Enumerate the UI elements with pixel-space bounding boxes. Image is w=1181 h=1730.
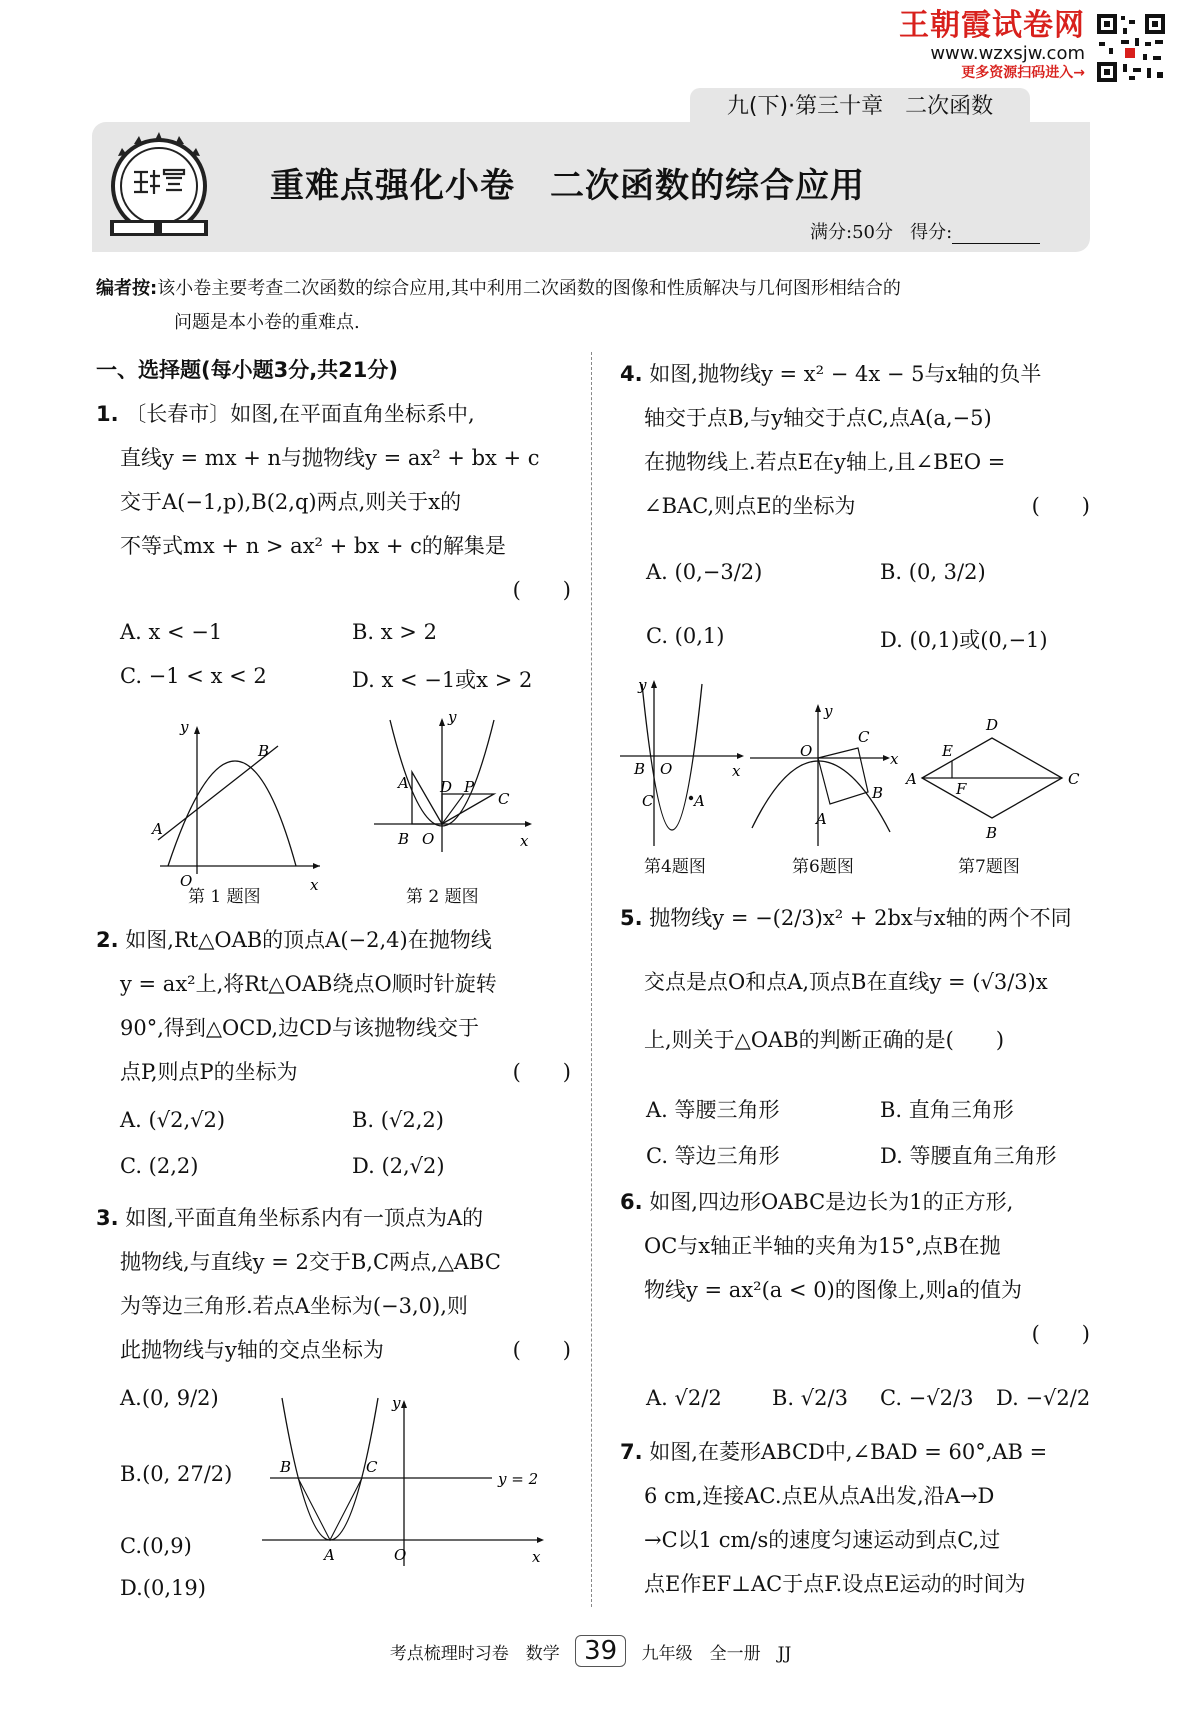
score-line — [810, 218, 1040, 244]
svg-text:C: C — [642, 792, 654, 810]
svg-text:B: B — [280, 1458, 292, 1476]
figure-6-caption: 第6题图 — [792, 857, 854, 877]
svg-text:P: P — [464, 778, 475, 796]
svg-text:y: y — [180, 718, 189, 736]
svg-text:y = 2: y = 2 — [498, 1470, 539, 1488]
question-5 — [620, 896, 1090, 1062]
svg-text:x: x — [310, 876, 319, 894]
q5-line2: 交点是点O和点A,顶点B在直线y = (√3/3)x — [644, 970, 1048, 994]
editor-note-line1: 该小卷主要考查二次函数的综合应用,其中利用二次函数的图像和性质解决与几何图形相结合的 — [157, 278, 901, 299]
q2-line: y = ax²上,将Rt△OAB绕点O顺时针旋转 — [120, 972, 497, 996]
editor-note-label: 编者按: — [96, 278, 158, 299]
svg-text:C: C — [858, 728, 870, 746]
q3-line-text: 此抛物线与y轴的交点坐标为 — [120, 1338, 384, 1362]
q3-line: 如图,平面直角坐标系内有一顶点为A的 — [125, 1206, 484, 1230]
q2-option-d[interactable]: D. (2,√2) — [352, 1154, 445, 1178]
q6-answer-paren[interactable]: ( ) — [1031, 1322, 1090, 1346]
q7-line: →C以1 cm/s的速度匀速运动到点C,过 — [644, 1528, 1001, 1552]
svg-text:A: A — [816, 810, 827, 828]
q2-line-text: 点P,则点P的坐标为 — [120, 1060, 298, 1084]
q4-line — [620, 484, 1090, 528]
full-score: 满分:50分 — [810, 222, 893, 243]
svg-text:y: y — [824, 702, 833, 720]
svg-text:B: B — [258, 742, 270, 760]
svg-text:C: C — [1068, 770, 1080, 788]
svg-text:D: D — [986, 716, 999, 734]
q5-option-a[interactable]: A. 等腰三角形 — [646, 1098, 780, 1122]
q6-line: 物线y = ax²(a < 0)的图像上,则a的值为 — [644, 1278, 1022, 1302]
svg-text:x: x — [532, 1548, 541, 1566]
figure-1 — [150, 716, 330, 894]
q1-line: 交于A(−1,p),B(2,q)两点,则关于x的 — [120, 490, 462, 514]
svg-text:F: F — [956, 780, 967, 798]
editor-note-line2: 问题是本小卷的重难点. — [174, 312, 360, 333]
q3-option-b[interactable]: B.(0, 27/2) — [120, 1462, 233, 1486]
svg-text:A: A — [152, 820, 163, 838]
q1-option-c[interactable]: C. −1 < x < 2 — [120, 664, 267, 688]
qr-code-icon[interactable] — [1095, 12, 1167, 84]
figure-2-caption: 第 2 题图 — [406, 887, 479, 907]
brand-block — [899, 8, 1085, 82]
question-6 — [620, 1180, 1090, 1356]
svg-text:E: E — [942, 742, 953, 760]
editor-note — [96, 272, 1086, 340]
q6-line: 如图,四边形OABC是边长为1的正方形, — [649, 1190, 1014, 1214]
q4-line-text: ∠BAC,则点E的坐标为 — [644, 494, 856, 518]
q1-line: 不等式mx + n > ax² + bx + c的解集是 — [120, 534, 506, 558]
q6-option-d[interactable]: D. −√2/2 — [996, 1386, 1091, 1410]
column-divider — [591, 352, 592, 1607]
figure-2 — [370, 708, 540, 872]
q7-number: 7. — [620, 1440, 643, 1464]
q3-option-d[interactable]: D.(0,19) — [120, 1576, 206, 1600]
svg-text:B: B — [634, 760, 646, 778]
question-1 — [96, 392, 571, 612]
q4-option-a[interactable]: A. (0,−3/2) — [646, 560, 763, 584]
q6-line: OC与x轴正半轴的夹角为15°,点B在抛 — [644, 1234, 1001, 1258]
q6-number: 6. — [620, 1190, 643, 1214]
q2-option-c[interactable]: C. (2,2) — [120, 1154, 199, 1178]
score-label: 得分: — [910, 222, 953, 243]
question-2 — [96, 918, 571, 1094]
q4-option-b[interactable]: B. (0, 3/2) — [880, 560, 986, 584]
svg-text:y: y — [448, 708, 457, 726]
q3-line: 抛物线,与直线y = 2交于B,C两点,△ABC — [120, 1250, 501, 1274]
svg-text:A: A — [906, 770, 917, 788]
q1-option-b[interactable]: B. x > 2 — [352, 620, 437, 644]
svg-text:A: A — [398, 774, 409, 792]
figure-3 — [262, 1390, 562, 1570]
q2-answer-paren[interactable]: ( ) — [512, 1060, 571, 1084]
svg-text:O: O — [800, 742, 813, 760]
chapter-tab: 九(下)·第三十章 二次函数 — [690, 88, 1030, 126]
q4-number: 4. — [620, 362, 643, 386]
figure-6 — [750, 700, 900, 850]
brand-cta: 更多资源扫码进入→ — [961, 65, 1085, 81]
score-blank[interactable] — [952, 225, 1040, 244]
q2-line — [96, 1050, 571, 1094]
svg-text:x: x — [520, 832, 529, 850]
svg-text:O: O — [394, 1546, 407, 1564]
figure-7 — [900, 712, 1090, 852]
q6-option-b[interactable]: B. √2/3 — [772, 1386, 848, 1410]
svg-text:O: O — [180, 872, 193, 890]
q5-option-c[interactable]: C. 等边三角形 — [646, 1144, 780, 1168]
q2-line: 90°,得到△OCD,边CD与该抛物线交于 — [120, 1016, 479, 1040]
footer-right: 九年级 全一册 JJ — [641, 1644, 792, 1664]
brand-name: 王朝霞试卷网 — [899, 8, 1085, 43]
svg-text:B: B — [986, 824, 998, 842]
footer-left: 考点梳理时习卷 数学 — [389, 1644, 560, 1664]
q3-answer-paren[interactable]: ( ) — [512, 1338, 571, 1362]
page-title: 重难点强化小卷 二次函数的综合应用 — [270, 166, 865, 206]
q6-option-c[interactable]: C. −√2/3 — [880, 1386, 974, 1410]
q6-option-a[interactable]: A. √2/2 — [646, 1386, 722, 1410]
svg-text:B: B — [398, 830, 410, 848]
q3-line: 为等边三角形.若点A坐标为(−3,0),则 — [120, 1294, 468, 1318]
svg-text:D: D — [440, 778, 453, 796]
q1-option-a[interactable]: A. x < −1 — [120, 620, 223, 644]
q4-line: 在抛物线上.若点E在y轴上,且∠BEO = — [644, 450, 1006, 474]
page-footer — [0, 1635, 1181, 1667]
q2-option-b[interactable]: B. (√2,2) — [352, 1108, 444, 1132]
q3-option-c[interactable]: C.(0,9) — [120, 1534, 192, 1558]
publisher-logo-icon — [104, 128, 214, 246]
svg-text:x: x — [890, 750, 899, 768]
q4-option-c[interactable]: C. (0,1) — [646, 624, 725, 648]
svg-text:x: x — [732, 762, 741, 780]
svg-text:B: B — [872, 784, 884, 802]
q1-number: 1. — [96, 402, 119, 426]
q4-line: 轴交于点B,与y轴交于点C,点A(a,−5) — [644, 406, 992, 430]
q5-option-b[interactable]: B. 直角三角形 — [880, 1098, 1014, 1122]
q2-option-a[interactable]: A. (√2,√2) — [120, 1108, 226, 1132]
q1-line: 〔长春市〕如图,在平面直角坐标系中, — [125, 402, 475, 426]
svg-text:O: O — [422, 830, 435, 848]
q3-line — [96, 1328, 571, 1372]
svg-text:y: y — [638, 676, 647, 694]
figure-4-caption: 第4题图 — [644, 857, 706, 877]
q7-line: 点E作EF⊥AC于点F.设点E运动的时间为 — [644, 1572, 1026, 1596]
figure-7-caption: 第7题图 — [958, 857, 1020, 877]
q4-option-d[interactable]: D. (0,1)或(0,−1) — [880, 628, 1048, 652]
q7-line: 如图,在菱形ABCD中,∠BAD = 60°,AB = — [649, 1440, 1048, 1464]
q1-answer-paren[interactable]: ( ) — [512, 578, 571, 602]
figure-1-caption: 第 1 题图 — [188, 887, 261, 907]
q5-line3: 上,则关于△OAB的判断正确的是( ) — [644, 1028, 1005, 1052]
q5-number: 5. — [620, 906, 643, 930]
svg-text:A: A — [694, 792, 705, 810]
q5-option-d[interactable]: D. 等腰直角三角形 — [880, 1144, 1057, 1168]
svg-text:C: C — [498, 790, 510, 808]
q7-line: 6 cm,连接AC.点E从点A出发,沿A→D — [644, 1484, 995, 1508]
q4-answer-paren[interactable]: ( ) — [1031, 494, 1090, 518]
question-4 — [620, 352, 1090, 528]
svg-text:A: A — [324, 1546, 335, 1564]
svg-text:O: O — [660, 760, 673, 778]
q5-line1: 抛物线y = −(2/3)x² + 2bx与x轴的两个不同 — [649, 906, 1072, 930]
page-number: 39 — [575, 1635, 626, 1667]
q1-line: 直线y = mx + n与抛物线y = ax² + bx + c — [120, 446, 540, 470]
svg-text:y: y — [392, 1394, 401, 1412]
q1-option-d[interactable]: D. x < −1或x > 2 — [352, 668, 533, 692]
question-3 — [96, 1196, 571, 1372]
q2-line: 如图,Rt△OAB的顶点A(−2,4)在抛物线 — [125, 928, 492, 952]
q3-option-a[interactable]: A.(0, 9/2) — [120, 1386, 219, 1410]
svg-text:C: C — [366, 1458, 378, 1476]
brand-url[interactable]: www.wzxsjw.com — [930, 43, 1085, 64]
q4-line: 如图,抛物线y = x² − 4x − 5与x轴的负半 — [649, 362, 1042, 386]
figure-4 — [620, 676, 750, 852]
q3-number: 3. — [96, 1206, 119, 1230]
question-7 — [620, 1430, 1090, 1606]
section-heading: 一、选择题(每小题3分,共21分) — [96, 358, 399, 382]
q2-number: 2. — [96, 928, 119, 952]
